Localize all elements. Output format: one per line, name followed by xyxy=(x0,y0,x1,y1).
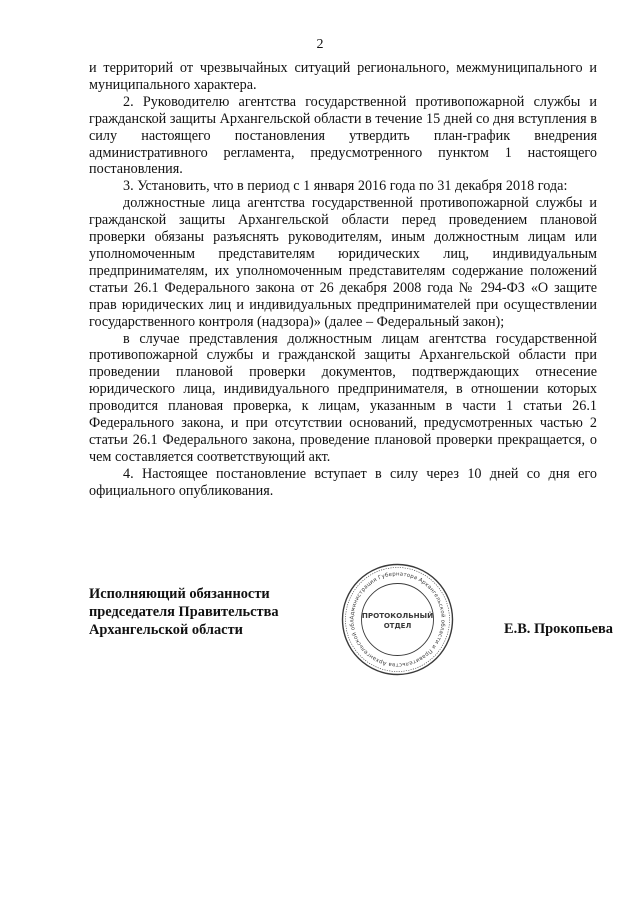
signatory-name: Е.В. Прокопьева xyxy=(504,621,613,637)
signatory-title-line: Исполняющий обязанности xyxy=(89,586,270,602)
paragraph-2: 2. Руководителю агентства государственной противопожарной службы и гражданской защиты Архангельской области в течение 15 дней со дня вступления в силу настоящего постановления утвердить план-график внедрения административного регламента, предусмотренного пунктом 1 настоящего постановления. xyxy=(89,93,597,178)
official-stamp xyxy=(340,562,455,677)
paragraph-4: 4. Настоящее постановление вступает в силу через 10 дней со дня его официального опубликования. xyxy=(89,465,597,499)
page-number: 2 xyxy=(316,37,324,52)
stamp-center-line: ПРОТОКОЛЬНЫЙ xyxy=(361,611,434,620)
paragraph-3-subitem-2: в случае представления должностным лицам агентства государственной противопожарной службы и гражданской защиты Архангельской области при проведении плановой проверки документов, подтверждающих отнесение юридического лица, индивидуального предпринимателя, в отношении которых проводится плановая проверка, к лицам, указанным в части 1 статьи 26.1 Федерального закона, и при отсутствии оснований, предусмотренных частью 2 статьи 26.1 Федерального закона, проведение плановой проверки прекращается, о чем составляется соответствующий акт. xyxy=(89,330,597,465)
stamp-center-line: ОТДЕЛ xyxy=(383,622,412,630)
document-body xyxy=(89,60,597,500)
signatory-title-line: председателя Правительства xyxy=(89,604,279,620)
signatory-title-line: Архангельской области xyxy=(89,622,243,638)
paragraph-continuation: и территорий от чрезвычайных ситуаций регионального, межмуниципального и муниципального характера. xyxy=(89,60,597,93)
paragraph-3: 3. Установить, что в период с 1 января 2016 года по 31 декабря 2018 года: xyxy=(123,178,568,195)
signatory-title xyxy=(89,585,279,639)
stamp-ring-text: Администрация Губернатора Архангельской области и Правительства Архангельской обл xyxy=(349,571,446,668)
paragraph-3-subitem-1: должностные лица агентства государственной противопожарной службы и гражданской защиты Архангельской области перед проведением плановой проверки обязаны разъяснять руководителям, иным должностным лицам или уполномоченным представителям юридических лиц, индивидуальным предпринимателям, их уполномоченным представителям содержание положений статьи 26.1 Федерального закона от 26 декабря 2008 года № 294-ФЗ «О защите прав юридических лиц и индивидуальных предпринимателей при осуществлении государственного контроля (надзора)» (далее – Федеральный закон); xyxy=(89,195,597,330)
